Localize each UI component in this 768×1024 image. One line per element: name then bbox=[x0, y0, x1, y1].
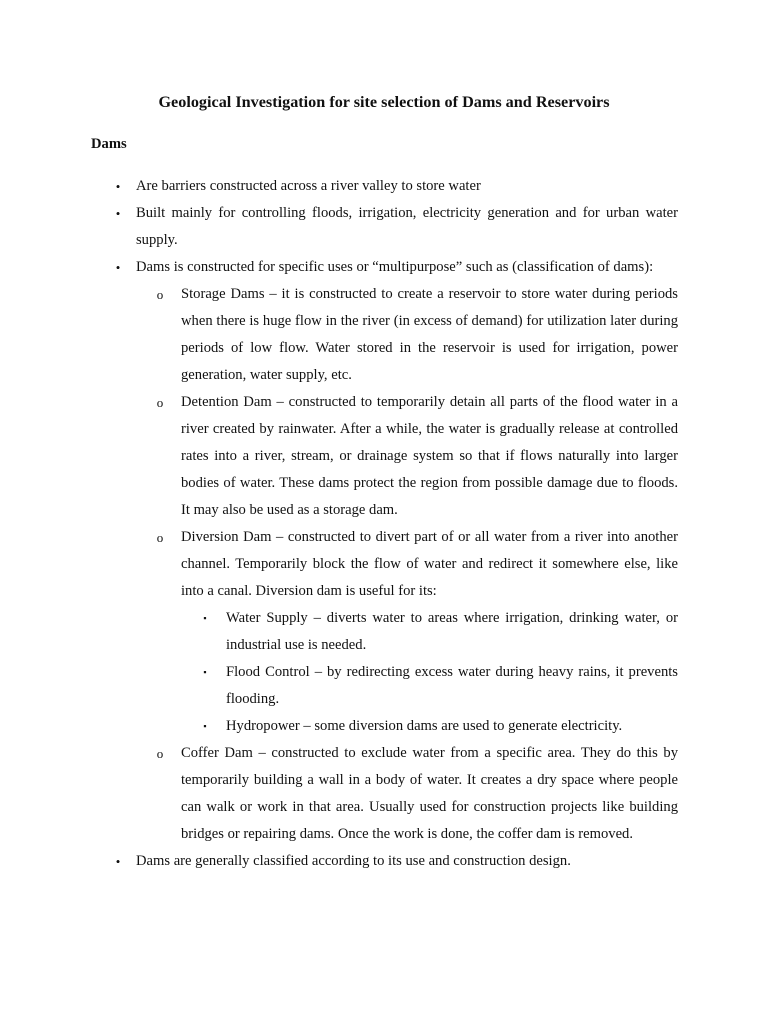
list-item-text: Built mainly for controlling floods, irrigation, electricity generation and for urban water supply. bbox=[136, 205, 678, 248]
list-item-text: Dams are generally classified according to its use and construction design. bbox=[136, 853, 571, 869]
circle-marker: o bbox=[156, 746, 164, 761]
bullet-marker: • bbox=[115, 206, 121, 221]
sub-sub-list-item bbox=[203, 713, 678, 740]
list-item-text: Water Supply – diverts water to areas where irrigation, drinking water, or industrial use is needed. bbox=[226, 610, 678, 653]
list-item bbox=[115, 848, 678, 875]
bullet-marker: • bbox=[115, 854, 121, 869]
sub-sub-list-item bbox=[203, 605, 678, 659]
bullet-marker: • bbox=[115, 179, 121, 194]
square-marker: ▪ bbox=[203, 721, 207, 731]
bullet-list bbox=[0, 173, 768, 875]
circle-marker: o bbox=[156, 287, 164, 302]
document-title: Geological Investigation for site selection of Dams and Reservoirs bbox=[158, 93, 610, 111]
list-item-text: Diversion Dam – constructed to divert part of or all water from a river into another channel. Temporarily block the flow of water and redirect it somewhere else, like into a canal. Diversion dam is useful for its: bbox=[181, 529, 678, 599]
sub-list-item bbox=[156, 740, 678, 848]
square-marker: ▪ bbox=[203, 667, 207, 677]
list-item-text: Storage Dams – it is constructed to create a reservoir to store water during periods when there is huge flow in the river (in excess of demand) for utilization later during periods of low flow. Water stored in the reservoir is used for irrigation, power generation, water supply, etc. bbox=[181, 286, 678, 383]
list-item-text: Flood Control – by redirecting excess water during heavy rains, it prevents flooding. bbox=[226, 664, 678, 707]
circle-marker: o bbox=[156, 530, 164, 545]
section-heading: Dams bbox=[91, 136, 127, 152]
list-item bbox=[115, 173, 678, 200]
square-marker: ▪ bbox=[203, 613, 207, 623]
list-item bbox=[115, 254, 678, 281]
sub-list-item bbox=[156, 524, 678, 605]
circle-marker: o bbox=[156, 395, 164, 410]
bullet-marker: • bbox=[115, 260, 121, 275]
list-item-text: Coffer Dam – constructed to exclude water from a specific area. They do this by temporarily building a wall in a body of water. It creates a dry space where people can walk or work in that area. Usually used for construction projects like building bridges or repairing dams. Once the work is done, the coffer dam is removed. bbox=[181, 745, 678, 842]
list-item-text: Are barriers constructed across a river valley to store water bbox=[136, 178, 481, 194]
list-item-text: Dams is constructed for specific uses or “multipurpose” such as (classification of dams): bbox=[136, 259, 654, 275]
sub-sub-list-item bbox=[203, 659, 678, 713]
sub-list-item bbox=[156, 281, 678, 389]
sub-list-item bbox=[156, 389, 678, 524]
list-item-text: Hydropower – some diversion dams are used to generate electricity. bbox=[226, 718, 623, 734]
list-item bbox=[115, 200, 678, 254]
list-item-text: Detention Dam – constructed to temporarily detain all parts of the flood water in a river created by rainwater. After a while, the water is gradually release at controlled rates into a river, stream, or drainage system so that if flows naturally into larger bodies of water. These dams protect the region from possible damage due to floods. It may also be used as a storage dam. bbox=[181, 394, 678, 518]
